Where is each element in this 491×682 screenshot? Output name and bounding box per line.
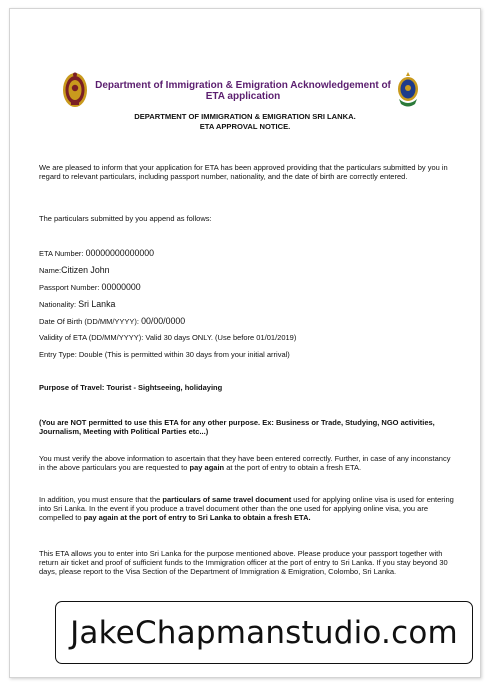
particulars-intro: The particulars submitted by you append as follows: <box>39 214 212 223</box>
notice-line: ETA APPROVAL NOTICE. <box>199 121 291 131</box>
nationality-label: Nationality: <box>39 300 77 309</box>
passport-label: Passport Number: <box>39 283 100 292</box>
validity-field: Validity of ETA (DD/MM/YYYY): Valid 30 days ONLY. (Use before 01/01/2019) <box>39 333 297 342</box>
addition-paragraph <box>39 495 455 523</box>
eta-number-label: ETA Number: <box>39 249 84 258</box>
verify-text-2: at the port of entry to obtain a fresh ETA. <box>224 463 362 473</box>
dob-label: Date Of Birth (DD/MM/YYYY): <box>39 317 140 326</box>
notice-heading <box>100 112 390 131</box>
intro-paragraph: We are pleased to inform that your application for ETA has been approved providing that the particulars submitted by you in regard to relevant particulars, including passport number, nationality, and the date of birth are correctly entered. <box>39 163 448 182</box>
watermark-banner <box>55 601 473 664</box>
addition-text-1: In addition, you must ensure that the <box>39 495 163 504</box>
addition-bold-1: particulars of same travel document <box>162 495 292 504</box>
sri-lanka-emblem-icon <box>62 71 88 109</box>
dob-value: 00/00/0000 <box>141 316 186 326</box>
eta-number-field <box>39 248 154 259</box>
eta-number-value: 00000000000000 <box>85 248 155 258</box>
immigration-department-emblem-icon <box>396 71 420 109</box>
page-title: Department of Immigration & Emigration Acknowledgement of ETA application <box>95 80 391 102</box>
verify-bold-1: pay again <box>189 463 225 473</box>
name-field <box>39 265 110 276</box>
verify-text-1: You must verify the above information to ascertain that they have been entered correctly. Further, in case of any inconstancy in the above particulars you are requested to <box>39 454 451 473</box>
watermark-text: JakeChapmanstudio.com <box>70 615 458 651</box>
department-line: DEPARTMENT OF IMMIGRATION & EMIGRATION SRI LANKA. <box>134 112 356 121</box>
nationality-field <box>39 299 115 310</box>
usage-warning: (You are NOT permitted to use this ETA for any other purpose. Ex: Business or Trade, Studying, NGO activities, Journalism, Meeting with Political Parties etc...) <box>39 418 435 437</box>
passport-value: 00000000 <box>101 282 141 292</box>
name-label: Name: <box>39 266 62 275</box>
purpose-of-travel: Purpose of Travel: Tourist - Sightseeing, holidaying <box>39 383 223 392</box>
name-value: Citizen John <box>61 265 110 275</box>
addition-bold-2: pay again at the port of entry to Sri Lanka to obtain a fresh ETA. <box>83 513 311 523</box>
addition-text-2: used for applying online visa is used for entering into Sri Lanka. In the event if you produce a travel document other than the one used for applying online visa, you are compelled to <box>39 495 454 523</box>
verify-paragraph <box>39 454 455 472</box>
nationality-value: Sri Lanka <box>78 299 116 309</box>
entry-type-field: Entry Type: Double (This is permitted within 30 days from your initial arrival) <box>39 350 290 359</box>
passport-field <box>39 282 141 293</box>
closing-paragraph: This ETA allows you to enter into Sri Lanka for the purpose mentioned above. Please produce your passport together with return air ticket and proof of sufficient funds to the Immigration officer at the port of entry to Sri Lanka. If you stay beyond 30 days, please report to the Visa Section of the Department of Immigration & Emigration, Colombo, Sri Lanka. <box>39 549 448 577</box>
dob-field <box>39 316 185 327</box>
